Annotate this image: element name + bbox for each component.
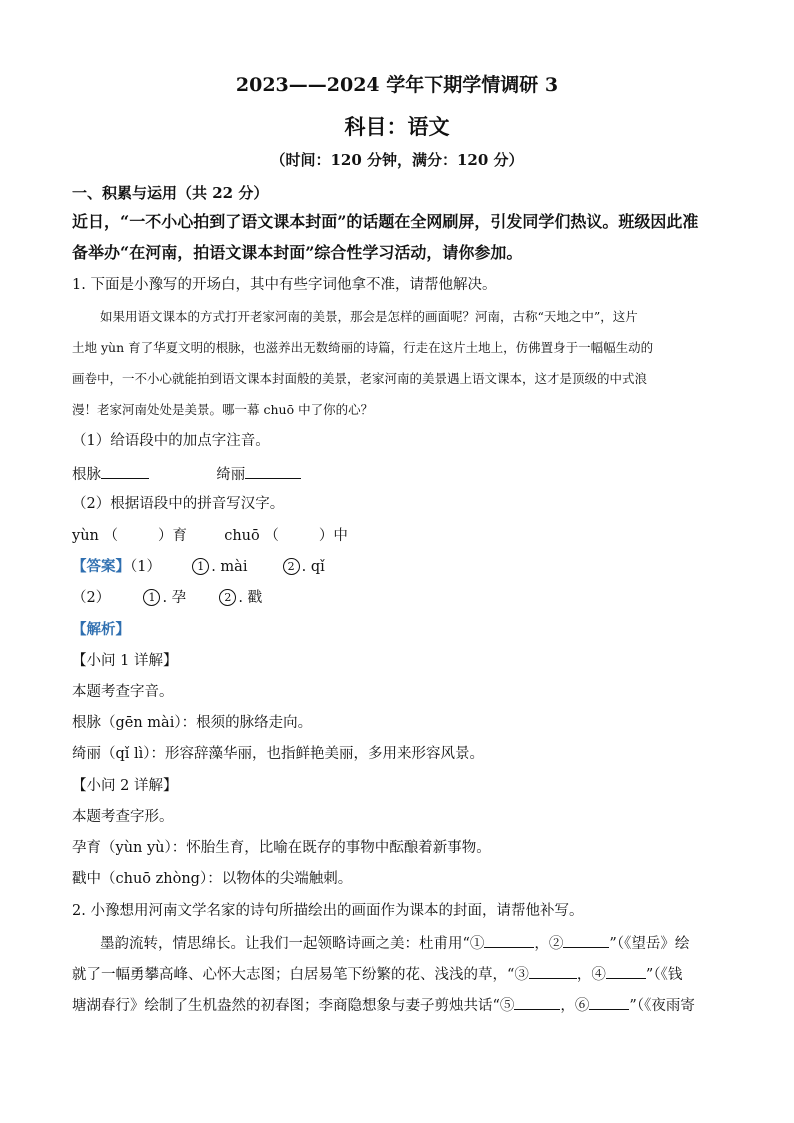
answer-value: . 戳 bbox=[238, 590, 263, 606]
question1-stem: 1. 下面是小豫写的开场白，其中有些字词他拿不准，请帮他解决。 bbox=[72, 277, 497, 293]
answer-blank bbox=[529, 964, 577, 979]
detail-label: 【小问 1 详解】 bbox=[72, 653, 178, 669]
circled-number: 1 bbox=[192, 558, 209, 575]
poem-fill-line bbox=[72, 964, 682, 984]
answer-part-number: （1） bbox=[130, 559, 161, 575]
question2-stem: 2. 小豫想用河南文学名家的诗句所描绘出的画面作为课本的封面，请帮他补写。 bbox=[72, 903, 584, 919]
poem-text: 塘湖春行》绘制了生机盎然的初春图；李商隐想象与妻子剪烛共话“⑤ bbox=[72, 998, 515, 1014]
section-heading: 一、积累与运用（共 22 分） bbox=[72, 184, 269, 202]
answer-row-2 bbox=[72, 589, 262, 607]
passage-line: 画卷中，一不小心就能拍到语文课本封面般的美景，老家河南的美景遇上语文课本，这才是顶级的中式浪 bbox=[72, 371, 648, 386]
poem-text: ”（《望岳》绘 bbox=[609, 936, 690, 952]
answer-blank bbox=[514, 995, 560, 1010]
pinyin-yun: yùn （ bbox=[72, 528, 118, 544]
answer-blank bbox=[606, 964, 646, 979]
section-intro-line2: 备举办“在河南，拍语文课本封面”综合性学习活动，请你参加。 bbox=[72, 243, 523, 262]
blank-close: ）育 bbox=[157, 528, 187, 544]
detail-label: 【小问 2 详解】 bbox=[72, 778, 178, 794]
poem-text: ，④ bbox=[576, 967, 606, 983]
poem-text: ”（《夜雨寄 bbox=[629, 998, 695, 1014]
exam-title: 2023——2024 学年下期学情调研 3 bbox=[235, 74, 559, 96]
circled-number: 2 bbox=[219, 589, 236, 606]
poem-fill-line bbox=[72, 995, 695, 1015]
subject-heading: 科目：语文 bbox=[344, 114, 450, 139]
answer-value: . qǐ bbox=[301, 559, 325, 575]
answer-blank bbox=[101, 464, 149, 479]
answer-part-number: （2） bbox=[72, 590, 111, 606]
word-root-vein: 根脉 bbox=[72, 467, 101, 483]
detail-item: 绮丽（qǐ lì）：形容辞藻华丽，也指鲜艳美丽，多用来形容风景。 bbox=[72, 746, 485, 762]
analysis-label: 【解析】 bbox=[72, 621, 130, 638]
detail-text: 本题考查字音。 bbox=[72, 684, 174, 700]
hanzi-blank-row bbox=[72, 527, 348, 545]
answer-value: . 孕 bbox=[162, 590, 187, 606]
answer-blank bbox=[484, 933, 534, 948]
detail-text: 本题考查字形。 bbox=[72, 809, 174, 825]
poem-text: 就了一幅勇攀高峰、心怀大志图；白居易笔下纷繁的花、浅浅的草，“③ bbox=[72, 967, 529, 983]
detail-item: 根脉（gēn mài）：根须的脉络走向。 bbox=[72, 715, 313, 731]
poem-text: ，⑥ bbox=[560, 998, 590, 1014]
word-gorgeous: 绮丽 bbox=[216, 467, 246, 483]
answer-row-1 bbox=[72, 558, 325, 576]
pinyin-chuo: chuō （ bbox=[224, 528, 279, 544]
poem-text: ”（《钱 bbox=[645, 967, 683, 983]
blank-close: ）中 bbox=[318, 528, 348, 544]
poem-text: 墨韵流转，情思绵长。让我们一起领略诗画之美：杜甫用“① bbox=[100, 936, 485, 952]
answer-blank bbox=[563, 933, 609, 948]
sub-question-2: （2）根据语段中的拼音写汉字。 bbox=[72, 496, 285, 512]
time-note: （时间：120 分钟，满分：120 分） bbox=[270, 151, 524, 169]
passage-line: 如果用语文课本的方式打开老家河南的美景，那会是怎样的画面呢？河南，古称“天地之中”，这片 bbox=[100, 309, 638, 324]
answer-blank bbox=[245, 464, 301, 479]
passage-line: 漫！老家河南处处是美景。哪一幕 chuō 中了你的心？ bbox=[72, 402, 374, 417]
section-intro-line1: 近日，“一不小心拍到了语文课本封面”的话题在全网刷屏，引发同学们热议。班级因此准 bbox=[72, 212, 699, 231]
detail-item: 戳中（chuō zhòng）：以物体的尖端触刺。 bbox=[72, 871, 353, 887]
circled-number: 1 bbox=[143, 589, 160, 606]
detail-item: 孕育（yùn yù）：怀胎生育，比喻在既存的事物中酝酿着新事物。 bbox=[72, 840, 491, 856]
passage-line: 土地 yùn 育了华夏文明的根脉，也滋养出无数绮丽的诗篇，行走在这片土地上，仿佛置身于一幅幅生动的 bbox=[72, 340, 654, 355]
poem-fill-line bbox=[100, 933, 689, 953]
sub-question-1: （1）给语段中的加点字注音。 bbox=[72, 433, 270, 449]
answer-label: 【答案】 bbox=[72, 558, 130, 575]
answer-blank bbox=[589, 995, 629, 1010]
pinyin-blank-row bbox=[72, 464, 301, 484]
answer-value: . mài bbox=[211, 559, 248, 575]
poem-text: ，② bbox=[534, 936, 564, 952]
circled-number: 2 bbox=[283, 558, 300, 575]
